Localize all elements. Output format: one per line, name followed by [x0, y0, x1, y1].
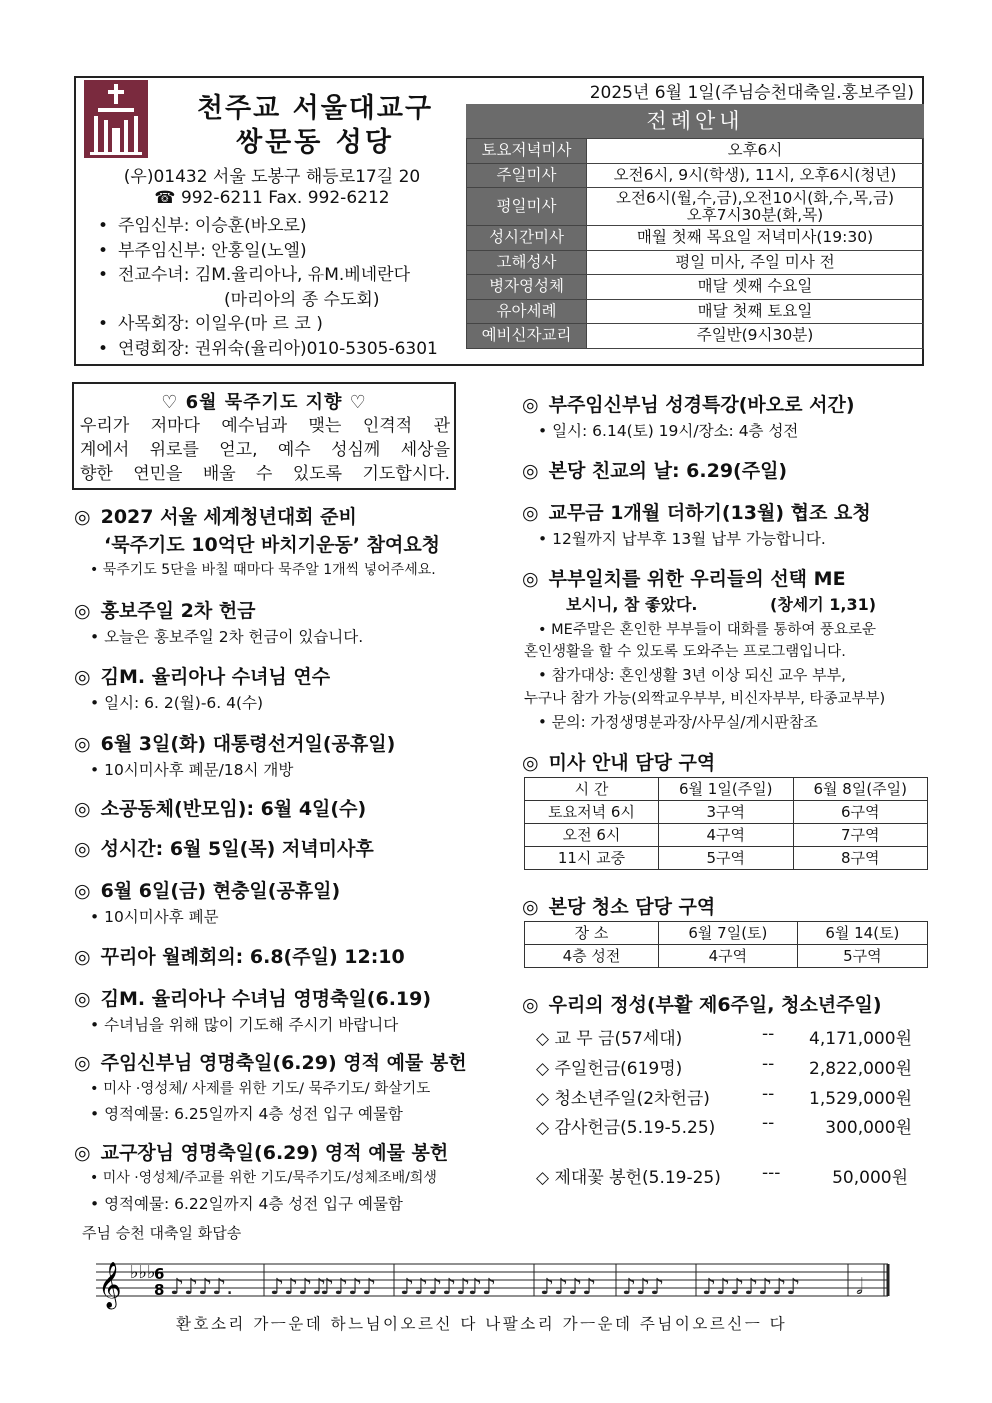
- table-cell: 7구역: [793, 824, 928, 847]
- offering-row: ◇ 청소년주일(2차헌금) -- 1,529,000원: [536, 1084, 912, 1109]
- section-election-title: ◎ 6월 3일(화) 대통령선거일(공휴일): [74, 733, 396, 755]
- liturgy-heading: 전례안내: [466, 104, 924, 138]
- liturgy-value-line2: 오후7시30분(화,목): [686, 205, 824, 224]
- table-row: [525, 801, 928, 824]
- section-wyd-detail: • 묵주기도 5단을 바칠 때마다 묵주알 1개씩 넣어주세요.: [90, 559, 436, 579]
- liturgy-value: 매달 첫째 토요일: [587, 299, 924, 324]
- liturgy-value: 매달 셋째 수요일: [587, 275, 924, 300]
- svg-text:♪♪♪♪.: ♪♪♪♪.: [170, 1275, 234, 1300]
- table-row: [467, 226, 924, 251]
- section-cleaning-title: ◎ 본당 청소 담당 구역: [522, 896, 716, 918]
- table-header: 시 간: [525, 778, 659, 801]
- section-small-community: ◎ 소공동체(반모임): 6월 4일(수): [74, 798, 367, 820]
- prayer-line: 우리가 저마다 예수님과 맺는 인격적 관: [80, 416, 450, 436]
- table-header: 장 소: [525, 922, 659, 945]
- table-row: [467, 299, 924, 324]
- section-sister-training-detail: • 일시: 6. 2(월)-6. 4(수): [90, 691, 263, 713]
- prayer-title: ♡ 6월 묵주기도 지향 ♡: [161, 392, 367, 413]
- parish-title-line1: 천주교 서울대교구: [196, 93, 434, 124]
- liturgy-value: 평일 미사, 주일 미사 전: [587, 250, 924, 275]
- table-row: [525, 922, 928, 945]
- table-cell: 8구역: [793, 847, 928, 870]
- liturgy-key: 예비신자교리: [467, 324, 587, 349]
- svg-text:♪♪♪♪: ♪♪♪♪: [540, 1275, 597, 1300]
- section-promo-detail: • 오늘은 홍보주일 2차 헌금이 있습니다.: [90, 625, 363, 647]
- staff-pastor: • 주임신부: 이승훈(바오로): [96, 214, 468, 239]
- liturgy-key: 병자영성체: [467, 275, 587, 300]
- section-me-detail2: • 참가대상: 혼인생활 3년 이상 되신 교우 부부,: [538, 664, 846, 685]
- section-pastor-feast-detail1: • 미사 ·영성체/ 사제를 위한 기도/ 묵주기도/ 화살기도: [90, 1077, 430, 1098]
- staff-sisters: • 전교수녀: 김M.율리아나, 유M.베네란다: [96, 263, 468, 288]
- section-me-title: ◎ 부부일치를 위한 우리들의 선택 ME: [522, 568, 846, 590]
- section-bible-lecture-title: ◎ 부주임신부님 성경특강(바오로 서간): [522, 394, 855, 416]
- section-bishop-feast-detail1: • 미사 ·영성체/주교를 위한 기도/묵주기도/성체조배/희생: [90, 1167, 437, 1187]
- table-row: [467, 324, 924, 349]
- table-cell: 4구역: [659, 945, 798, 968]
- table-row: [525, 945, 928, 968]
- svg-text:♪♪♪: ♪♪♪: [622, 1275, 665, 1300]
- table-cell: 4층 성전: [525, 945, 659, 968]
- table-row: [525, 778, 928, 801]
- liturgy-table: [466, 138, 924, 349]
- staff-sisters-order: (마리아의 종 수도회): [224, 289, 380, 310]
- section-sister-feast-title: ◎ 김M. 율리아나 수녀님 영명축일(6.19): [74, 988, 432, 1010]
- cleaning-table: [524, 921, 928, 968]
- section-promo-title: ◎ 홍보주일 2차 헌금: [74, 600, 256, 622]
- psalm-lyrics: 환호소리 가ㅡ운데 하느님이오르신 다 나팔소리 가ㅡ운데 주님이오르신ㅡ 다: [176, 1315, 788, 1333]
- music-staff: [96, 1258, 896, 1316]
- svg-text:𝄞: 𝄞: [98, 1262, 122, 1308]
- table-cell: 토요저녁 6시: [525, 801, 659, 824]
- liturgy-key: 성시간미사: [467, 226, 587, 251]
- table-cell: 6구역: [793, 801, 928, 824]
- table-header: 6월 14(토): [797, 922, 927, 945]
- liturgy-value: [587, 188, 924, 226]
- table-header: 6월 8일(주일): [793, 778, 928, 801]
- section-pastor-feast-title: ◎ 주임신부님 영명축일(6.29) 영적 예물 봉헌: [74, 1052, 467, 1074]
- svg-text:♪♪♪♪♪♪♪: ♪♪♪♪♪♪♪: [702, 1275, 801, 1300]
- section-sister-feast-detail: • 수녀님을 위해 많이 기도해 주시기 바랍니다: [90, 1013, 398, 1035]
- psalm-caption: 주님 승천 대축일 화답송: [82, 1224, 242, 1242]
- section-me-detail1: • ME주말은 혼인한 부부들이 대화를 통하여 풍요로운: [538, 618, 876, 639]
- svg-text:♪♪: ♪♪: [468, 1275, 497, 1300]
- offering-row: ◇ 주일헌금(619명) -- 2,822,000원: [536, 1054, 912, 1079]
- table-row: [467, 275, 924, 300]
- section-fellowship-day: ◎ 본당 친교의 날: 6.29(주일): [522, 460, 788, 482]
- svg-text:♪♪♪♪: ♪♪♪♪: [320, 1275, 377, 1300]
- table-header: 6월 1일(주일): [659, 778, 794, 801]
- svg-text:6: 6: [154, 1265, 165, 1283]
- section-me-ref: (창세기 1,31): [770, 595, 877, 614]
- church-logo-icon: [84, 80, 148, 158]
- section-holy-hour: ◎ 성시간: 6월 5일(목) 저녁미사후: [74, 838, 374, 860]
- liturgy-key: 평일미사: [467, 188, 587, 226]
- mass-guide-table: [524, 777, 928, 870]
- section-me-detail3: • 문의: 가정생명분과장/사무실/게시판참조: [538, 711, 818, 732]
- section-election-detail: • 10시미사후 폐문/18시 개방: [90, 758, 293, 780]
- table-cell: 3구역: [659, 801, 794, 824]
- svg-text:8: 8: [154, 1281, 165, 1299]
- offering-row: ◇ 제대꽃 봉헌(5.19-25) --- 50,000원: [536, 1163, 908, 1188]
- liturgy-key: 유아세례: [467, 299, 587, 324]
- section-pastor-feast-detail2: • 영적예물: 6.25일까지 4층 성전 입구 예물함: [90, 1102, 403, 1124]
- section-mass-guide-title: ◎ 미사 안내 담당 구역: [522, 752, 716, 774]
- staff-assistant-pastor: • 부주임신부: 안홍일(노엘): [96, 239, 468, 264]
- table-row: [467, 139, 924, 164]
- staff-funeral-president: • 연령회장: 권위숙(율리아)010-5305-6301: [96, 337, 468, 362]
- section-me-detail2b: 누구나 참가 가능(외짝교우부부, 비신자부부, 타종교부부): [524, 691, 886, 707]
- table-cell: 5구역: [659, 847, 794, 870]
- liturgy-value: 주일반(9시30분): [587, 324, 924, 349]
- section-dues-title: ◎ 교무금 1개월 더하기(13월) 협조 요청: [522, 502, 871, 524]
- svg-text:♭♭♭: ♭♭♭: [130, 1262, 156, 1283]
- table-row: [525, 824, 928, 847]
- svg-text:♪♪♪♪♪: ♪♪♪♪♪: [400, 1275, 471, 1300]
- address: (우)01432 서울 도봉구 해등로17길 20: [123, 167, 421, 187]
- section-me-detail1b: 혼인생활을 할 수 있도록 도와주는 프로그램입니다.: [524, 644, 846, 660]
- section-sister-training-title: ◎ 김M. 율리아나 수녀님 연수: [74, 666, 331, 688]
- table-cell: 5구역: [797, 945, 927, 968]
- liturgy-key: 토요저녁미사: [467, 139, 587, 164]
- section-dues-detail: • 12월까지 납부후 13월 납부 가능합니다.: [538, 527, 826, 549]
- phone-fax: ☎ 992-6211 Fax. 992-6212: [154, 188, 390, 208]
- offering-row: ◇ 교 무 금(57세대) -- 4,171,000원: [536, 1024, 912, 1049]
- table-header: 6월 7일(토): [659, 922, 798, 945]
- table-cell: 11시 교중: [525, 847, 659, 870]
- svg-text:𝅗𝅥: 𝅗𝅥: [856, 1275, 863, 1300]
- staff-list: [96, 214, 468, 361]
- table-row: [467, 163, 924, 188]
- section-offerings-title: ◎ 우리의 정성(부활 제6주일, 청소년주일): [522, 994, 882, 1016]
- table-row: [467, 188, 924, 226]
- section-memorial-day-detail: • 10시미사후 폐문: [90, 905, 219, 927]
- section-bishop-feast-title: ◎ 교구장님 영명축일(6.29) 영적 예물 봉헌: [74, 1142, 449, 1164]
- section-wyd-title2: ‘묵주기도 10억단 바치기운동’ 참여요청: [104, 534, 441, 556]
- liturgy-value: 매월 첫째 목요일 저녁미사(19:30): [587, 226, 924, 251]
- table-cell: 4구역: [659, 824, 794, 847]
- section-wyd-title1: ◎ 2027 서울 세계청년대회 준비: [74, 506, 357, 528]
- parish-title-line2: 쌍문동 성당: [236, 127, 394, 158]
- bulletin-date: 2025년 6월 1일(주님승천대축일.홍보주일): [589, 83, 914, 103]
- liturgy-value: 오후6시: [587, 139, 924, 164]
- offering-row: ◇ 감사헌금(5.19-5.25) -- 300,000원: [536, 1113, 912, 1138]
- section-me-quote: 보시니, 참 좋았다.: [566, 595, 698, 614]
- prayer-body: [80, 414, 450, 486]
- table-row: [525, 847, 928, 870]
- prayer-line: 향한 연민을 배울 수 있도록 기도합시다.: [80, 464, 450, 484]
- liturgy-value: 오전6시, 9시(학생), 11시, 오후6시(청년): [587, 163, 924, 188]
- liturgy-key: 주일미사: [467, 163, 587, 188]
- prayer-line: 계에서 위로를 얻고, 예수 성심께 세상을: [80, 440, 450, 460]
- liturgy-key: 고해성사: [467, 250, 587, 275]
- section-bishop-feast-detail2: • 영적예물: 6.22일까지 4층 성전 입구 예물함: [90, 1192, 403, 1214]
- section-curia-meeting: ◎ 꾸리아 월례회의: 6.8(주일) 12:10: [74, 946, 405, 968]
- table-cell: 오전 6시: [525, 824, 659, 847]
- table-row: [467, 250, 924, 275]
- section-bible-lecture-detail: • 일시: 6.14(토) 19시/장소: 4층 성전: [538, 419, 798, 441]
- section-memorial-day-title: ◎ 6월 6일(금) 현충일(공휴일): [74, 880, 341, 902]
- svg-text:♪♪♪♪: ♪♪♪♪: [270, 1275, 327, 1300]
- staff-council-president: • 사목회장: 이일우(마 르 코 ): [96, 312, 468, 337]
- liturgy-value-line1: 오전6시(월,수,금),오전10시(화,수,목,금): [616, 188, 894, 207]
